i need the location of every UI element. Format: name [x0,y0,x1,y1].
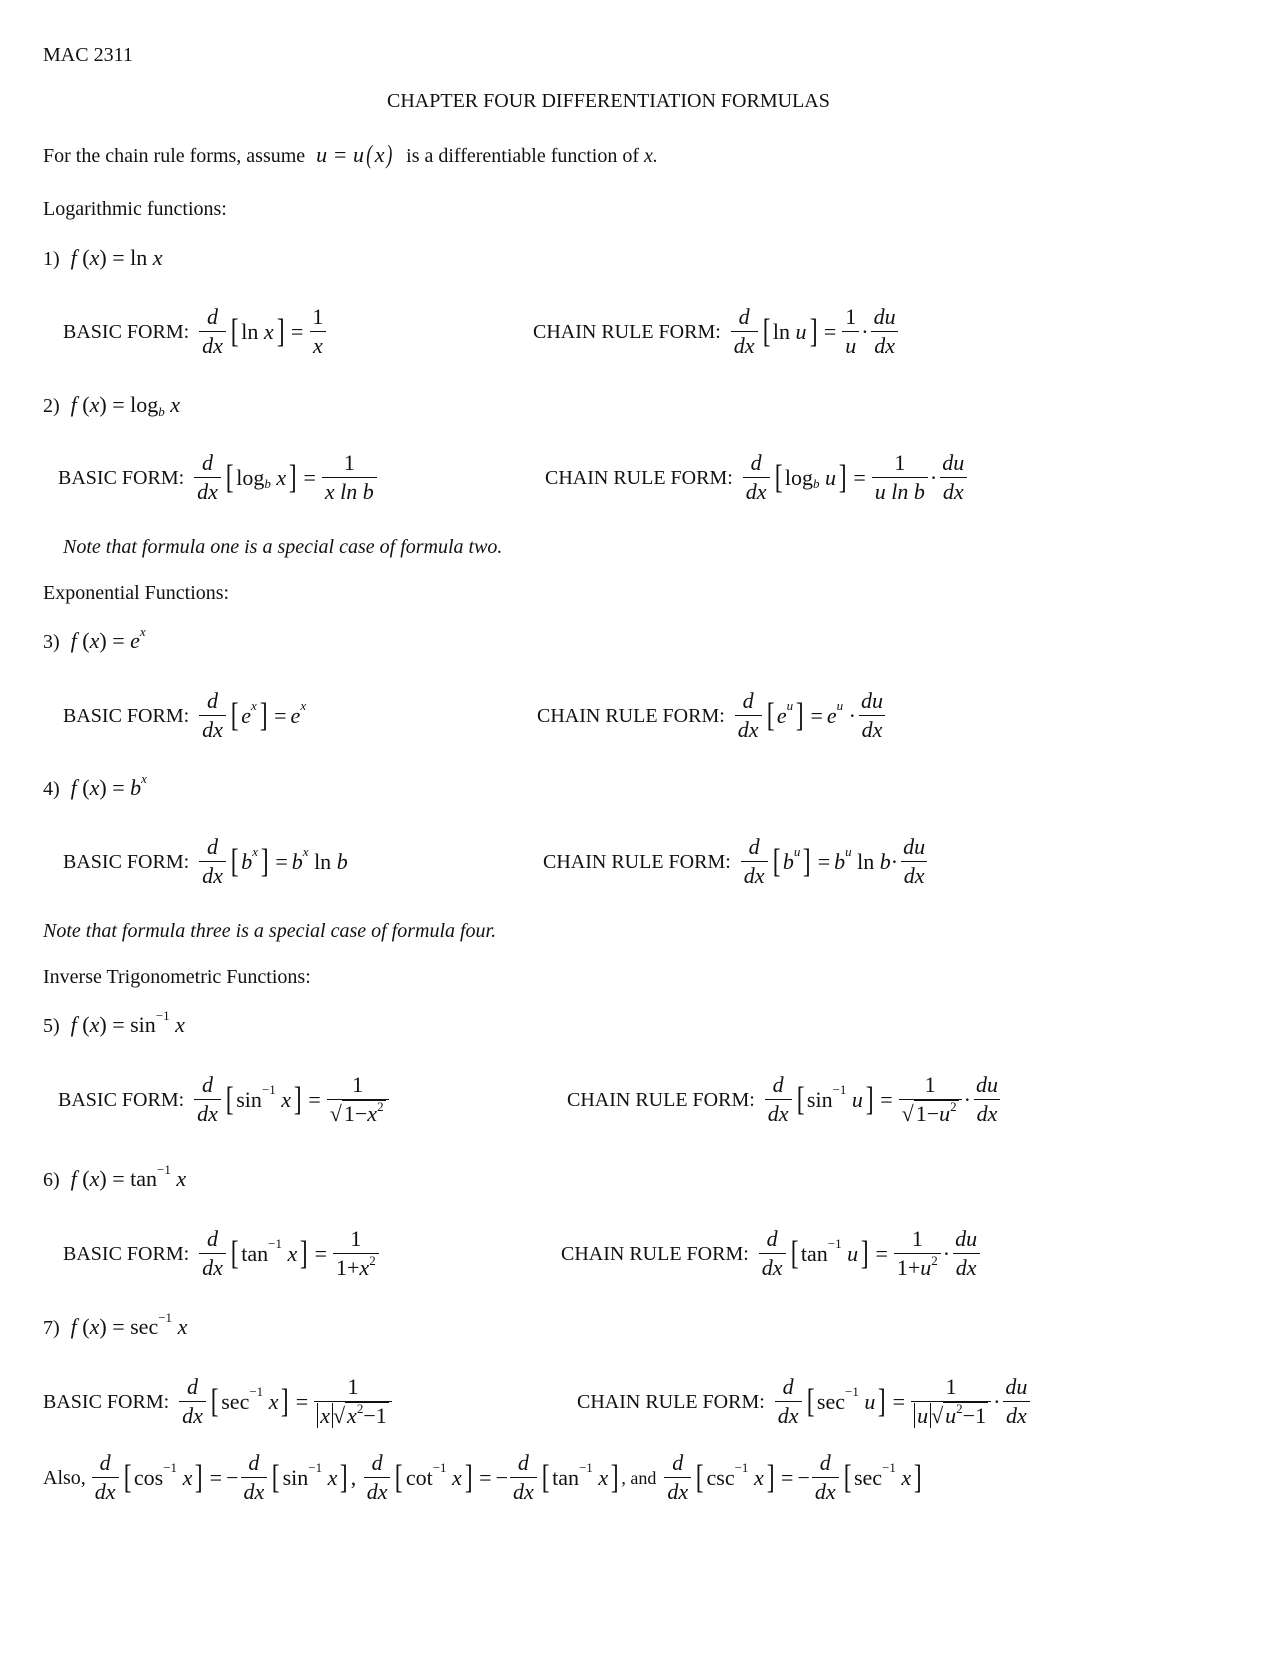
formula-5-title [43,1007,185,1038]
formula-5-number: 5) [43,1015,60,1037]
chain-label: CHAIN RULE FORM: [567,1088,755,1111]
formula-1-title [43,247,163,271]
formula-6-basic: BASIC FORM: $\frac{d}{dx}$ [ tan −1 x ] = $\frac{1}{1+x^2}$ [63,1228,381,1279]
page-title: CHAPTER FOUR DIFFERENTIATION FORMULAS [387,90,830,112]
formula-6-chain: CHAIN RULE FORM: $\frac{d}{dx}$ [ tan −1 u ] = $\frac{1}{1+u^2}$ · $\frac{du}{dx}$ [561,1228,982,1279]
formula-1-basic: BASIC FORM: $\frac{d}{dx}$ [ ln x ] = $\frac{1}{x}$ [63,306,328,357]
basic-label: BASIC FORM: [58,1088,185,1111]
formula-7-basic: BASIC FORM: $\frac{d}{dx}$ [ sec −1 x ] = $\frac{1}{x √x^2-1}$ [43,1376,394,1427]
intro-var: x. [644,145,658,167]
also-identities: Also, $\frac{d}{dx}$ [ cos −1 x ] = − $\frac{d}{dx}$ [ sin −1 x ] , $\frac{d}{dx}$ [ cot −1 x ] = − $\frac{d}{dx}$ [ tan −1 x ] , and $\frac{d}{dx}$ [ csc −1 x ] = − $\frac{d}{dx}$ [ sec −1 x ] [43,1450,922,1504]
formula-6-fx: f ( x ) = tan −1 x [70,1161,187,1191]
formula-2-basic: BASIC FORM: $\frac{d}{dx}$ [ log b x ] = $\frac{1}{\text{x ln b}}$ [58,452,379,503]
chain-label: CHAIN RULE FORM: [577,1390,765,1413]
formula-6-title [43,1161,187,1192]
formula-3-title [43,623,146,654]
section-inv-heading: Inverse Trigonometric Functions: [43,966,311,988]
formula-4-fx: f ( x ) = b x [70,770,147,800]
course-code: MAC 2311 [43,44,133,66]
formula-1-number: 1) [43,248,60,270]
formula-7-chain: CHAIN RULE FORM: $\frac{d}{dx}$ [ sec −1 u ] = $\frac{1}{u √u^2-1}$ · $\frac{du}{dx}$ [577,1376,1032,1427]
also-label: Also, [43,1466,86,1489]
formula-3-number: 3) [43,631,60,653]
chain-label: CHAIN RULE FORM: [533,320,721,343]
basic-label: BASIC FORM: [58,466,185,489]
formula-2-number: 2) [43,395,60,417]
formula-6-number: 6) [43,1169,60,1191]
formula-4-basic: BASIC FORM: $\frac{d}{dx}$ [ b x ] = b x ln b [63,834,348,888]
basic-label: BASIC FORM: [63,704,190,727]
intro-text [43,142,658,168]
basic-label: BASIC FORM: [43,1390,170,1413]
formula-5-basic: BASIC FORM: $\frac{d}{dx}$ [ sin −1 x ] = $\frac{1}{√1-x^2}$ [58,1074,391,1125]
formula-2-fx: f ( x ) = log b x [70,392,181,419]
section-log-heading: Logarithmic functions: [43,198,227,220]
formula-4-chain: CHAIN RULE FORM: $\frac{d}{dx}$ [ b u ] = b u ln b · $\frac{du}{dx}$ [543,836,930,887]
chain-label: CHAIN RULE FORM: [543,850,731,873]
chain-label: CHAIN RULE FORM: [537,704,725,727]
intro-math: u = u ( x ) [316,140,393,169]
formula-7-number: 7) [43,1317,60,1339]
formula-1-fx: f ( x ) = ln x [70,245,163,270]
intro-prefix: For the chain rule forms, assume [43,145,306,167]
formula-7-fx: f ( x ) = sec −1 x [70,1309,188,1339]
formula-2-title [43,394,180,418]
formula-7-title [43,1309,188,1340]
basic-label: BASIC FORM: [63,320,190,343]
section-exp-heading: Exponential Functions: [43,582,230,604]
intro-suffix: is a differentiable function of [406,145,640,167]
and-label: , and [621,1467,657,1488]
formula-4-title [43,770,147,801]
chain-label: CHAIN RULE FORM: [561,1242,749,1265]
formula-1-chain: CHAIN RULE FORM: $\frac{d}{dx}$ [ ln u ] = $\frac{1}{u}$ · $\frac{du}{dx}$ [533,306,901,357]
formula-3-fx: f ( x ) = e x [70,623,146,653]
basic-label: BASIC FORM: [63,1242,190,1265]
basic-label: BASIC FORM: [63,850,190,873]
formula-2-chain: CHAIN RULE FORM: $\frac{d}{dx}$ [ log b u ] = $\frac{1}{\text{u ln b}}$ · $\frac{du}{dx}$ [545,452,969,503]
formula-5-fx: f ( x ) = sin −1 x [70,1007,185,1037]
formula-5-chain: CHAIN RULE FORM: $\frac{d}{dx}$ [ sin −1 u ] = $\frac{1}{√1-u^2}$ · $\frac{du}{dx}$ [567,1074,1003,1125]
note-2: Note that formula three is a special case of formula four. [43,920,497,942]
formula-3-basic: BASIC FORM: $\frac{d}{dx}$ [ e x ] = e x [63,688,307,742]
formula-3-chain: CHAIN RULE FORM: $\frac{d}{dx}$ [ e u ] = e u · $\frac{du}{dx}$ [537,690,888,741]
note-1: Note that formula one is a special case of formula two. [63,536,503,558]
chain-label: CHAIN RULE FORM: [545,466,733,489]
formula-4-number: 4) [43,778,60,800]
